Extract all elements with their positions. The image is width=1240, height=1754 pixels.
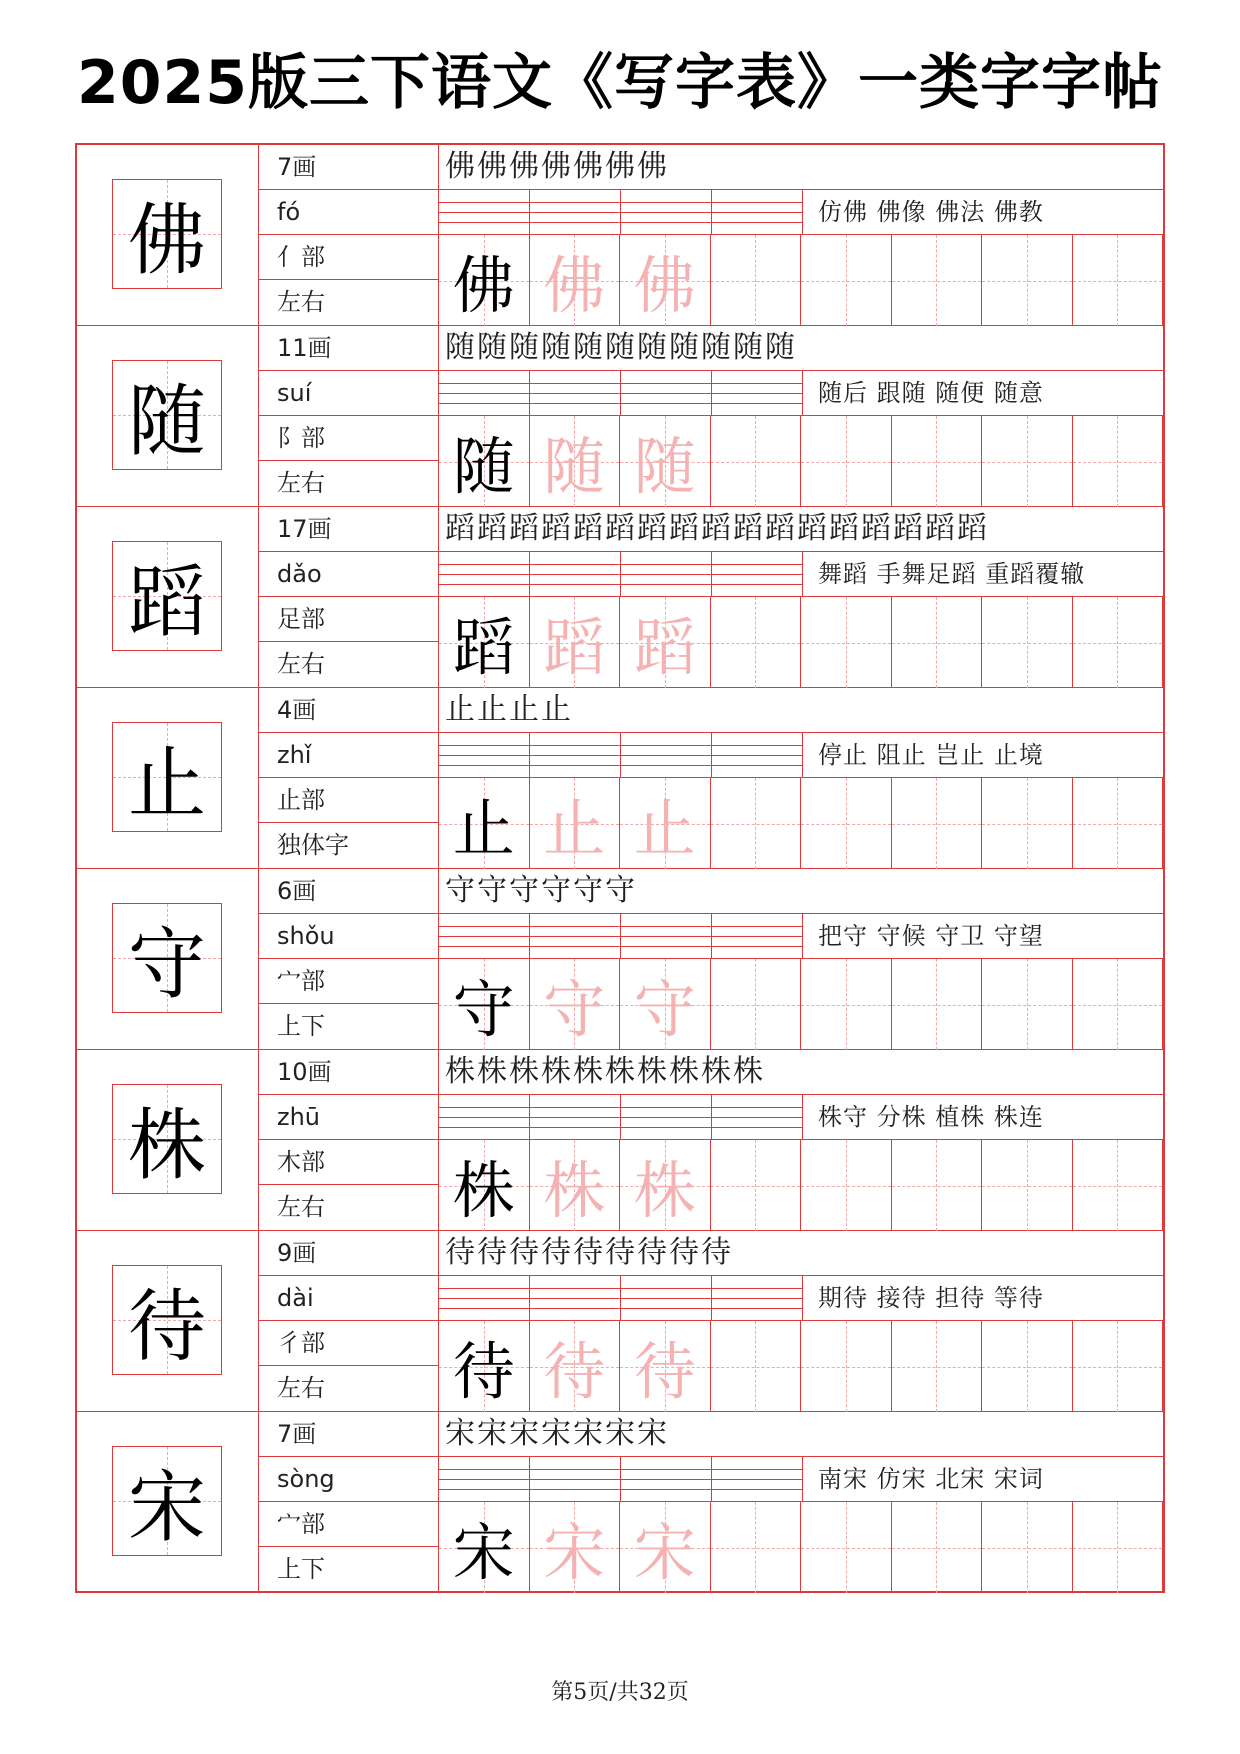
practice-cell[interactable] <box>982 959 1073 1050</box>
pinyin-word-row <box>439 1095 1163 1140</box>
practice-cell[interactable] <box>620 1502 711 1593</box>
structure: 左右 <box>277 1374 325 1402</box>
pinyin: zhǐ <box>259 733 438 778</box>
practice-grid <box>439 1140 1163 1231</box>
practice-cell[interactable] <box>620 597 711 688</box>
char-block <box>77 1412 1163 1593</box>
stroke-order-row <box>439 869 1163 914</box>
pinyin-lines <box>439 190 803 235</box>
practice-cell[interactable] <box>620 1321 711 1412</box>
trace-char: 蹈 <box>633 611 696 684</box>
char-block <box>77 145 1163 326</box>
practice-cell[interactable] <box>892 416 983 507</box>
model-char: 株 <box>127 1101 206 1191</box>
trace-char: 守 <box>633 973 696 1046</box>
stroke-order-row <box>439 1412 1163 1457</box>
pinyin-lines <box>439 914 803 959</box>
practice-cell[interactable] <box>530 1502 621 1593</box>
practice-cell[interactable] <box>982 416 1073 507</box>
practice-sheet <box>75 143 1165 1593</box>
practice-cell[interactable] <box>439 1321 530 1412</box>
practice-cell[interactable] <box>982 1140 1073 1231</box>
char-info <box>259 1050 439 1230</box>
model-char: 守 <box>127 920 206 1010</box>
model-char: 待 <box>127 1282 206 1372</box>
practice-grid <box>439 778 1163 869</box>
model-char: 止 <box>127 739 206 829</box>
pinyin-word-row <box>439 733 1163 778</box>
practice-cell[interactable] <box>530 416 621 507</box>
radical: 止部 <box>259 778 438 823</box>
structure: 上下 <box>277 1012 325 1040</box>
practice-cell[interactable] <box>982 235 1073 326</box>
stroke-order: 待待待待待待待待待 <box>445 1235 733 1270</box>
practice-cell[interactable] <box>982 778 1073 869</box>
practice-cell[interactable] <box>1073 235 1164 326</box>
stroke-count: 10画 <box>259 1050 438 1095</box>
model-column <box>77 1050 259 1230</box>
pinyin-lines <box>439 1457 803 1502</box>
trace-char: 止 <box>633 792 696 865</box>
model-char: 蹈 <box>127 558 206 648</box>
practice-cell[interactable] <box>530 959 621 1050</box>
pinyin-word-row <box>439 1457 1163 1502</box>
sample-char: 佛 <box>452 249 515 322</box>
practice-cell[interactable] <box>982 597 1073 688</box>
sample-char: 株 <box>452 1154 515 1227</box>
pinyin-lines <box>439 1276 803 1321</box>
radical: 木部 <box>259 1140 438 1185</box>
practice-cell[interactable] <box>711 416 802 507</box>
model-char: 佛 <box>127 196 206 286</box>
model-column <box>77 1231 259 1411</box>
practice-cell[interactable] <box>1073 1502 1164 1593</box>
char-block <box>77 688 1163 869</box>
model-char-box <box>112 541 222 651</box>
trace-char: 宋 <box>543 1516 606 1589</box>
char-block <box>77 507 1163 688</box>
sample-char: 随 <box>452 430 515 503</box>
pinyin: sòng <box>259 1457 438 1502</box>
practice-cell[interactable] <box>620 235 711 326</box>
practice-cell[interactable] <box>1073 1140 1164 1231</box>
trace-char: 蹈 <box>543 611 606 684</box>
practice-cell[interactable] <box>620 959 711 1050</box>
trace-char: 佛 <box>633 249 696 322</box>
model-char-box <box>112 1265 222 1375</box>
practice-cell[interactable] <box>620 778 711 869</box>
stroke-order: 蹈蹈蹈蹈蹈蹈蹈蹈蹈蹈蹈蹈蹈蹈蹈蹈蹈 <box>445 511 989 546</box>
practice-cell[interactable] <box>439 1502 530 1593</box>
trace-char: 守 <box>543 973 606 1046</box>
pinyin-word-row <box>439 371 1163 416</box>
sample-char: 守 <box>452 973 515 1046</box>
stroke-count: 4画 <box>259 688 438 733</box>
practice-cell[interactable] <box>1073 778 1164 869</box>
practice-cell[interactable] <box>801 778 892 869</box>
stroke-order: 守守守守守守 <box>445 873 637 908</box>
radical: 阝部 <box>259 416 438 461</box>
practice-cell[interactable] <box>801 959 892 1050</box>
pinyin: suí <box>259 371 438 416</box>
practice-cell[interactable] <box>711 1321 802 1412</box>
practice-cell[interactable] <box>1073 959 1164 1050</box>
trace-char: 随 <box>543 430 606 503</box>
structure: 左右 <box>277 650 325 678</box>
pinyin: dǎo <box>259 552 438 597</box>
word-list: 期待 接待 担待 等待 <box>818 1284 1044 1312</box>
practice-cell[interactable] <box>439 778 530 869</box>
practice-cell[interactable] <box>892 778 983 869</box>
trace-char: 随 <box>633 430 696 503</box>
stroke-count: 17画 <box>259 507 438 552</box>
pinyin-lines <box>439 552 803 597</box>
practice-cell[interactable] <box>982 1502 1073 1593</box>
sample-char: 蹈 <box>452 611 515 684</box>
pinyin-lines <box>439 371 803 416</box>
stroke-order-row <box>439 507 1163 552</box>
char-info <box>259 688 439 868</box>
model-char: 宋 <box>127 1463 206 1553</box>
practice-cell[interactable] <box>1073 597 1164 688</box>
pinyin-lines <box>439 733 803 778</box>
stroke-order: 株株株株株株株株株株 <box>445 1054 765 1089</box>
practice-cell[interactable] <box>439 1140 530 1231</box>
radical: 宀部 <box>259 959 438 1004</box>
stroke-count: 9画 <box>259 1231 438 1276</box>
practice-cell[interactable] <box>620 1140 711 1231</box>
practice-cell[interactable] <box>892 235 983 326</box>
pinyin-word-row <box>439 190 1163 235</box>
word-list: 停止 阻止 岂止 止境 <box>818 741 1044 769</box>
practice-cell[interactable] <box>530 1321 621 1412</box>
structure: 独体字 <box>277 831 349 859</box>
stroke-order: 随随随随随随随随随随随 <box>445 330 797 365</box>
radical: 彳部 <box>259 1321 438 1366</box>
model-char: 随 <box>127 377 206 467</box>
practice-grid <box>439 959 1163 1050</box>
model-column <box>77 326 259 506</box>
pinyin: zhū <box>259 1095 438 1140</box>
stroke-count: 7画 <box>259 145 438 190</box>
practice-cell[interactable] <box>439 416 530 507</box>
char-block <box>77 1231 1163 1412</box>
practice-cell[interactable] <box>620 416 711 507</box>
model-column <box>77 507 259 687</box>
practice-cell[interactable] <box>1073 416 1164 507</box>
practice-cell[interactable] <box>711 1502 802 1593</box>
model-char-box <box>112 1084 222 1194</box>
model-char-box <box>112 179 222 289</box>
model-column <box>77 869 259 1049</box>
practice-grid <box>439 416 1163 507</box>
practice-cell[interactable] <box>711 235 802 326</box>
practice-cell[interactable] <box>892 1502 983 1593</box>
practice-cell[interactable] <box>801 416 892 507</box>
radical: 足部 <box>259 597 438 642</box>
practice-cell[interactable] <box>892 959 983 1050</box>
trace-char: 株 <box>543 1154 606 1227</box>
word-list: 株守 分株 植株 株连 <box>818 1103 1044 1131</box>
stroke-order: 宋宋宋宋宋宋宋 <box>445 1416 669 1451</box>
model-char-box <box>112 360 222 470</box>
trace-char: 佛 <box>543 249 606 322</box>
practice-cell[interactable] <box>530 1140 621 1231</box>
practice-grid <box>439 1321 1163 1412</box>
practice-cell[interactable] <box>439 597 530 688</box>
stroke-order-row <box>439 145 1163 190</box>
practice-cell[interactable] <box>892 597 983 688</box>
practice-grid <box>439 235 1163 326</box>
practice-cell[interactable] <box>801 1502 892 1593</box>
practice-cell[interactable] <box>439 235 530 326</box>
sample-char: 宋 <box>452 1516 515 1589</box>
word-list: 仿佛 佛像 佛法 佛教 <box>818 198 1044 226</box>
pinyin-word-row <box>439 914 1163 959</box>
word-list: 把守 守候 守卫 守望 <box>818 922 1044 950</box>
structure: 上下 <box>277 1555 325 1583</box>
stroke-order-row <box>439 326 1163 371</box>
word-list: 随后 跟随 随便 随意 <box>818 379 1044 407</box>
practice-cell[interactable] <box>1073 1321 1164 1412</box>
model-char-box <box>112 903 222 1013</box>
char-block <box>77 326 1163 507</box>
model-char-box <box>112 1446 222 1556</box>
stroke-order-row <box>439 688 1163 733</box>
stroke-count: 6画 <box>259 869 438 914</box>
char-info <box>259 1231 439 1411</box>
model-column <box>77 688 259 868</box>
practice-cell[interactable] <box>530 235 621 326</box>
char-info <box>259 869 439 1049</box>
stroke-count: 11画 <box>259 326 438 371</box>
pinyin: fó <box>259 190 438 235</box>
char-info <box>259 507 439 687</box>
stroke-count: 7画 <box>259 1412 438 1457</box>
practice-cell[interactable] <box>982 1321 1073 1412</box>
practice-cell[interactable] <box>711 1140 802 1231</box>
pinyin-word-row <box>439 552 1163 597</box>
stroke-order-row <box>439 1050 1163 1095</box>
sample-char: 待 <box>452 1335 515 1408</box>
trace-char: 待 <box>633 1335 696 1408</box>
practice-cell[interactable] <box>711 959 802 1050</box>
practice-cell[interactable] <box>530 778 621 869</box>
stroke-order: 佛佛佛佛佛佛佛 <box>445 149 669 184</box>
practice-cell[interactable] <box>711 778 802 869</box>
practice-cell[interactable] <box>801 1140 892 1231</box>
char-info <box>259 326 439 506</box>
pinyin-word-row <box>439 1276 1163 1321</box>
pinyin-lines <box>439 1095 803 1140</box>
page-title: 2025版三下语文《写字表》一类字字帖 <box>77 48 1163 118</box>
char-block <box>77 869 1163 1050</box>
practice-cell[interactable] <box>801 1321 892 1412</box>
structure: 左右 <box>277 469 325 497</box>
word-list: 南宋 仿宋 北宋 宋词 <box>818 1465 1044 1493</box>
practice-grid <box>439 597 1163 688</box>
trace-char: 株 <box>633 1154 696 1227</box>
practice-cell[interactable] <box>439 959 530 1050</box>
structure: 左右 <box>277 288 325 316</box>
char-info <box>259 145 439 325</box>
sample-char: 止 <box>452 792 515 865</box>
stroke-order-row <box>439 1231 1163 1276</box>
trace-char: 止 <box>543 792 606 865</box>
pinyin: dài <box>259 1276 438 1321</box>
practice-cell[interactable] <box>711 597 802 688</box>
char-info <box>259 1412 439 1593</box>
trace-char: 宋 <box>633 1516 696 1589</box>
stroke-order: 止止止止 <box>445 692 573 727</box>
char-block <box>77 1050 1163 1231</box>
practice-cell[interactable] <box>892 1321 983 1412</box>
radical: 宀部 <box>259 1502 438 1547</box>
radical: 亻部 <box>259 235 438 280</box>
practice-cell[interactable] <box>892 1140 983 1231</box>
word-list: 舞蹈 手舞足蹈 重蹈覆辙 <box>818 560 1086 588</box>
structure: 左右 <box>277 1193 325 1221</box>
practice-cell[interactable] <box>530 597 621 688</box>
model-column <box>77 145 259 325</box>
practice-cell[interactable] <box>801 597 892 688</box>
trace-char: 待 <box>543 1335 606 1408</box>
model-column <box>77 1412 259 1593</box>
practice-grid <box>439 1502 1163 1593</box>
practice-cell[interactable] <box>801 235 892 326</box>
pinyin: shǒu <box>259 914 438 959</box>
model-char-box <box>112 722 222 832</box>
page-number: 第5页/共32页 <box>551 1680 689 1705</box>
